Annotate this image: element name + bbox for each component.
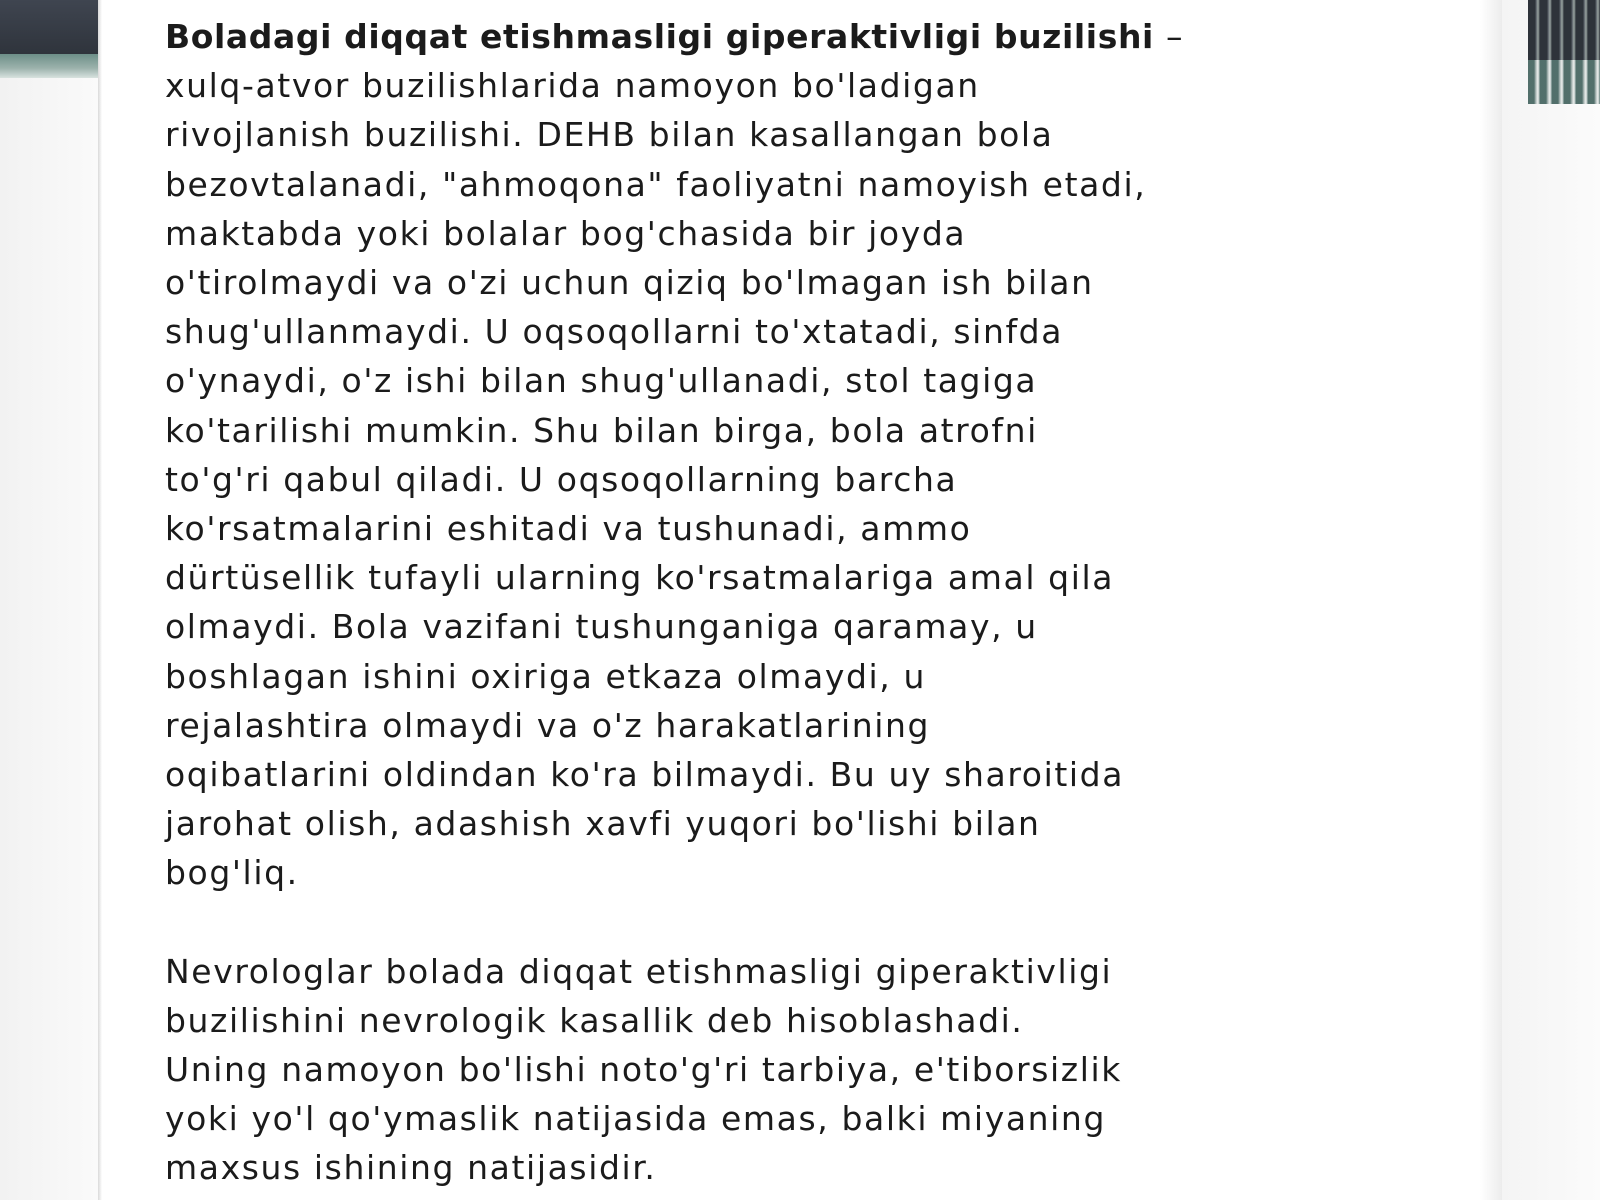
left-slide-thumbnail-dark [0,0,98,54]
paragraph-text-line: boshlagan ishini oxiriga etkaza olmaydi, u [165,656,926,696]
right-page-edge [1500,0,1600,1200]
paragraph-text-line: rivojlanish buzilishi. DEHB bilan kasallangan bola [165,115,1054,155]
paragraph-text-line: ko'tarilishi mumkin. Shu bilan birga, bola atrofni [165,410,1038,450]
paragraph-text-line: rejalashtira olmaydi va o'z harakatlarining [165,705,931,745]
paragraph-text-line: dürtüsellik tufayli ularning ko'rsatmalariga amal qila [165,558,1115,598]
paragraph-text-line: Nevrologlar bolada diqqat etishmasligi giperaktivligi [165,951,1113,991]
paragraph-text-line: ko'rsatmalarini eshitadi va tushunadi, ammo [165,509,972,549]
paragraph-2 [165,947,1495,1193]
left-slide-thumbnail-accent [0,54,98,78]
document-body [165,12,1495,1193]
left-page-edge [0,0,100,1200]
paragraph-text-line: – [1153,17,1185,56]
paragraph-text-line: to'g'ri qabul qiladi. U oqsoqollarning barcha [165,459,958,499]
paragraph-text-line: oqibatlarini oldindan ko'ra bilmaydi. Bu uy sharoitida [165,755,1125,795]
paragraph-text-line: maktabda yoki bolalar bog'chasida bir joyda [165,213,967,253]
paragraph-text-line: shug'ullanmaydi. U oqsoqollarni to'xtatadi, sinfda [165,312,1064,352]
paragraph-text-line: olmaydi. Bola vazifani tushunganiga qaramay, u [165,607,1038,647]
paragraph-text-line: o'ynaydi, o'z ishi bilan shug'ullanadi, stol tagiga [165,361,1038,401]
paragraph-1 [165,12,1495,898]
paragraph-text-line: o'tirolmaydi va o'zi uchun qiziq bo'lmagan ish bilan [165,263,1094,303]
paragraph-text-line: xulq-atvor buzilishlarida namoyon bo'ladigan [165,66,980,106]
right-slide-thumbnail-accent [1528,60,1600,104]
paragraph-text-line: buzilishini nevrologik kasallik deb hisoblashadi. [165,1000,1024,1040]
paragraph-1-line-1 [165,12,1495,61]
paragraph-text-line: bog'liq. [165,853,299,893]
paragraph-text-line: Uning namoyon bo'lishi noto'g'ri tarbiya, e'tiborsizlik [165,1050,1122,1090]
bold-lead-term: Boladagi diqqat etishmasligi giperaktivligi buzilishi [165,17,1154,56]
paragraph-text-line: yoki yo'l qo'ymaslik natijasida emas, balki miyaning [165,1099,1106,1139]
paragraph-text-line: jarohat olish, adashish xavfi yuqori bo'lishi bilan [165,804,1041,844]
paragraph-text-line: bezovtalanadi, "ahmoqona" faoliyatni namoyish etadi, [165,164,1147,204]
paragraph-text-line: maxsus ishining natijasidir. [165,1148,657,1188]
left-edge-shadow [98,0,102,1200]
